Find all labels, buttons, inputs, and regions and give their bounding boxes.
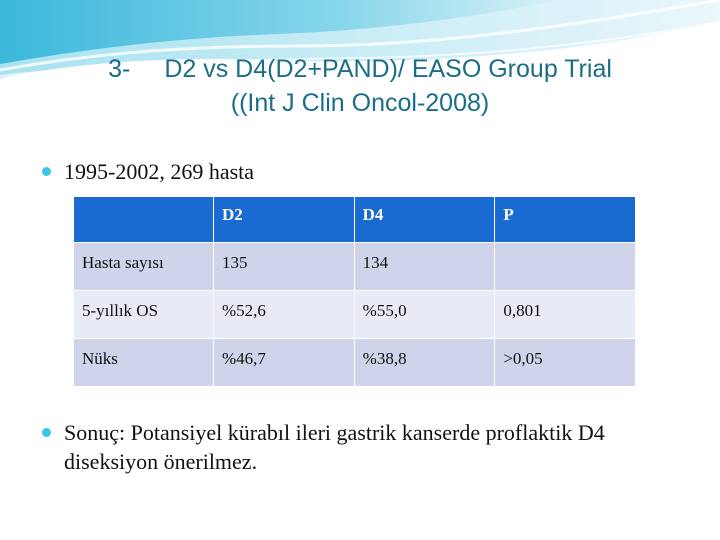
title-line-1: D2 vs D4(D2+PAND)/ EASO Group Trial <box>164 55 612 83</box>
table-cell: %38,8 <box>354 339 495 387</box>
bullet-item <box>48 418 688 476</box>
title-line-2: ((Int J Clin Oncol-2008) <box>230 89 490 117</box>
title-number: 3- <box>108 55 131 83</box>
bullet-text: 1995-2002, 269 hasta <box>64 159 255 184</box>
table-cell <box>495 243 636 291</box>
table-row <box>74 243 636 291</box>
table-cell: %52,6 <box>214 291 355 339</box>
bullet-dot-icon <box>42 428 51 437</box>
table-cell: 5-yıllık OS <box>74 291 214 339</box>
bullet-dot-icon <box>42 167 51 176</box>
table-cell: Hasta sayısı <box>74 243 214 291</box>
table-cell: 0,801 <box>495 291 636 339</box>
results-table <box>73 196 636 387</box>
table-header-row <box>74 197 636 243</box>
table-header-cell: D2 <box>214 197 355 243</box>
table-row <box>74 339 636 387</box>
table-header-cell <box>74 197 214 243</box>
table-cell: 134 <box>354 243 495 291</box>
slide-title <box>40 52 680 120</box>
table-cell: Nüks <box>74 339 214 387</box>
table-cell: >0,05 <box>495 339 636 387</box>
table-row <box>74 291 636 339</box>
table-cell: %46,7 <box>214 339 355 387</box>
table-header-cell: P <box>495 197 636 243</box>
bullet-item <box>48 157 254 186</box>
table-cell: 135 <box>214 243 355 291</box>
table-cell: %55,0 <box>354 291 495 339</box>
table-header-cell: D4 <box>354 197 495 243</box>
bullet-text: Sonuç: Potansiyel kürabıl ileri gastrik kanserde proflaktik D4 diseksiyon önerilmez. <box>64 420 605 474</box>
